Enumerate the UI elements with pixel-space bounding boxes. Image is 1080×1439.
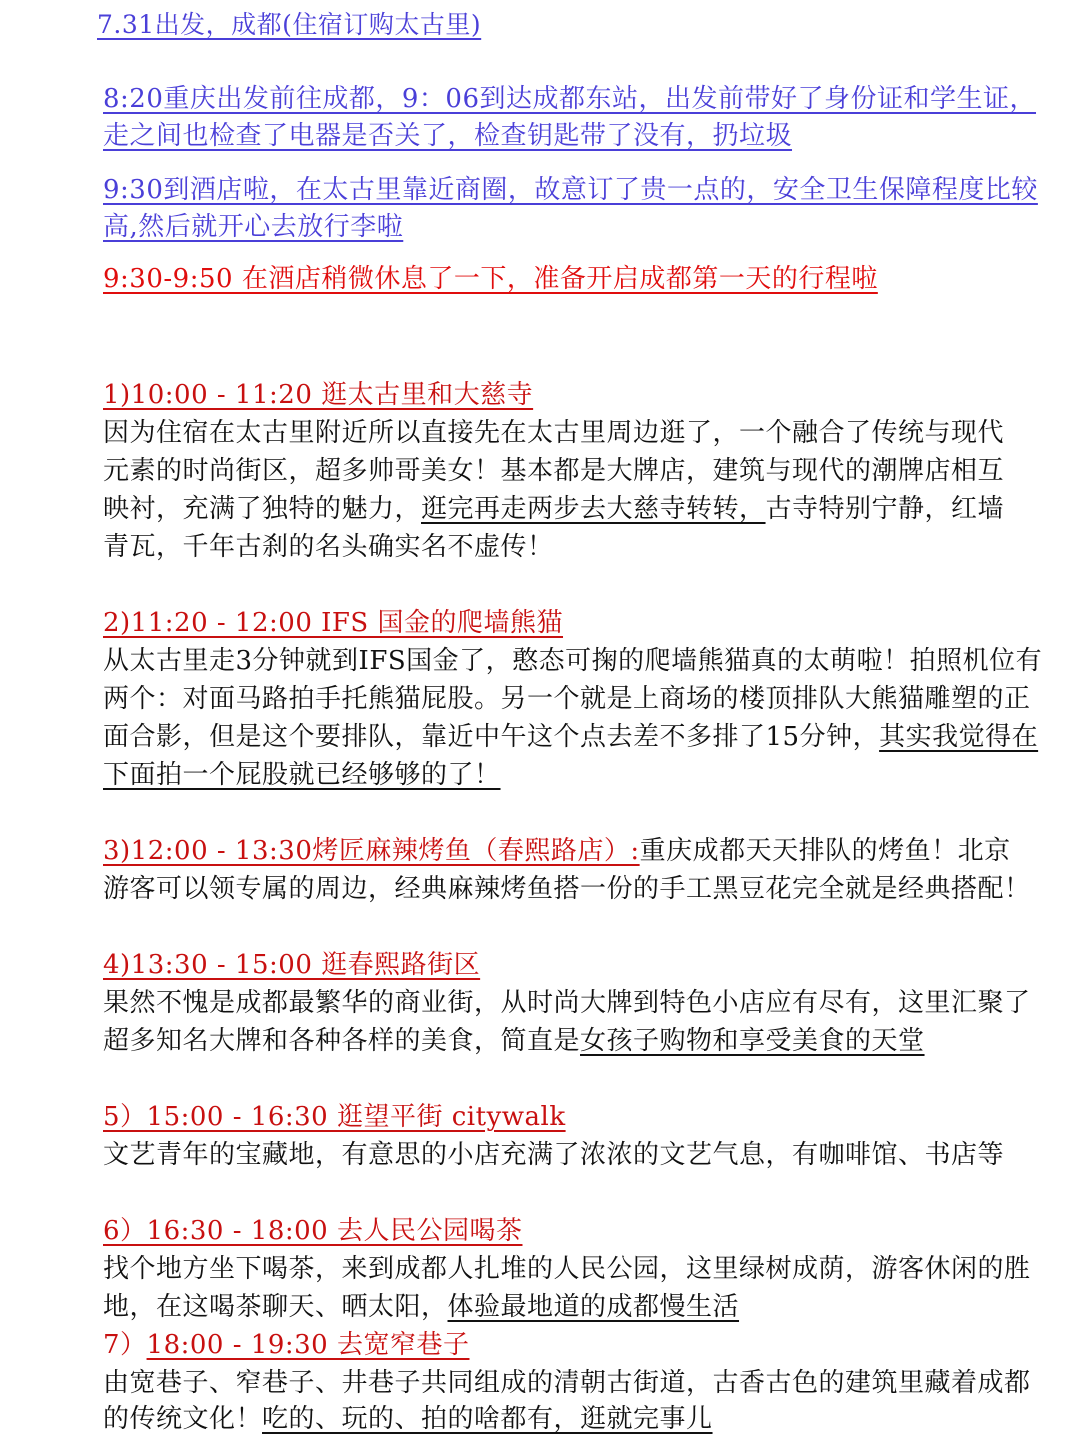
item-4-line-2-part-a: 超多知名大牌和各种各样的美食，简直是 [103, 1026, 581, 1056]
item-6-line-2-part-a: 地，在这喝茶聊天、晒太阳， [103, 1292, 448, 1322]
item-3-line-2: 游客可以领专属的周边，经典麻辣烤鱼搭一份的手工黑豆花完全就是经典搭配！ [103, 874, 1031, 904]
item-2-line-3-underlined: 其实我觉得在 [879, 722, 1039, 752]
item-1-heading: 1)10:00 - 11:20 逛太古里和大慈寺 [103, 380, 534, 410]
intro-paragraph-1-line-2: 走之间也检查了电器是否关了，检查钥匙带了没有，扔垃圾 [103, 121, 793, 151]
intro-paragraph-2-line-1: 9:30到酒店啦，在太古里靠近商圈，故意订了贵一点的，安全卫生保障程度比较 [103, 175, 1038, 205]
item-6-line-1: 找个地方坐下喝茶，来到成都人扎堆的人民公园，这里绿树成荫，游客休闲的胜 [103, 1254, 1031, 1284]
item-1-line-2: 元素的时尚街区，超多帅哥美女！基本都是大牌店，建筑与现代的潮牌店相互 [103, 456, 1005, 486]
item-1-line-3-part-c: 古寺特别宁静，红墙 [765, 494, 1005, 524]
item-6-line-2 [103, 1288, 739, 1326]
item-7-line-2 [103, 1400, 713, 1438]
item-2-line-3 [103, 718, 1038, 756]
item-1-line-3 [103, 490, 1004, 528]
item-7-line-2-part-a: 的传统文化！ [103, 1404, 263, 1434]
item-2-line-1: 从太古里走3分钟就到IFS国金了，憨态可掬的爬墙熊猫真的太萌啦！拍照机位有 [103, 646, 1043, 676]
item-2-heading: 2)11:20 - 12:00 IFS 国金的爬墙熊猫 [103, 608, 564, 638]
item-2-line-4: 下面拍一个屁股就已经够够的了！ [103, 760, 501, 790]
date-heading: 7.31出发，成都(住宿订购太古里) [97, 10, 482, 39]
item-7-number: 7） [103, 1330, 147, 1360]
item-1-line-1: 因为住宿在太古里附近所以直接先在太古里周边逛了，一个融合了传统与现代 [103, 418, 1005, 448]
item-5-heading: 5）15:00 - 16:30 逛望平街 citywalk [103, 1102, 566, 1132]
item-2-line-2: 两个：对面马路拍手托熊猫屁股。另一个就是上商场的楼顶排队大熊猫雕塑的正 [103, 684, 1031, 714]
item-7-heading-line [103, 1326, 469, 1364]
item-3-heading: 3)12:00 - 13:30烤匠麻辣烤鱼（春熙路店）: [103, 836, 640, 866]
item-3-line-1 [103, 832, 1011, 870]
item-4-heading: 4)13:30 - 15:00 逛春熙路街区 [103, 950, 481, 980]
item-7-line-1: 由宽巷子、窄巷子、井巷子共同组成的清朝古街道，古香古色的建筑里藏着成都 [103, 1368, 1031, 1398]
item-4-line-2-underlined: 女孩子购物和享受美食的天堂 [580, 1026, 925, 1056]
item-5-line-1: 文艺青年的宝藏地，有意思的小店充满了浓浓的文艺气息，有咖啡馆、书店等 [103, 1140, 1005, 1170]
item-4-line-1: 果然不愧是成都最繁华的商业街，从时尚大牌到特色小店应有尽有，这里汇聚了 [103, 988, 1031, 1018]
item-6-heading: 6）16:30 - 18:00 去人民公园喝茶 [103, 1216, 523, 1246]
item-7-heading: 18:00 - 19:30 去宽窄巷子 [146, 1330, 470, 1360]
item-6-line-2-underlined: 体验最地道的成都慢生活 [447, 1292, 740, 1322]
item-1-line-3-underlined: 逛完再走两步去大慈寺转转， [421, 494, 766, 524]
item-3-heading-tail: 重庆成都天天排队的烤鱼！北京 [639, 836, 1011, 866]
item-7-line-2-underlined: 吃的、玩的、拍的啥都有，逛就完事儿 [262, 1404, 713, 1434]
item-2-line-3-part-a: 面合影，但是这个要排队，靠近中午这个点去差不多排了15分钟， [103, 722, 880, 752]
item-1-line-4: 青瓦，千年古刹的名头确实名不虚传！ [103, 532, 554, 562]
item-4-line-2 [103, 1022, 925, 1060]
item-1-line-3-part-a: 映衬，充满了独特的魅力， [103, 494, 422, 524]
intro-paragraph-3: 9:30-9:50 在酒店稍微休息了一下，准备开启成都第一天的行程啦 [103, 264, 878, 294]
intro-paragraph-2-line-2: 高,然后就开心去放行李啦 [103, 212, 404, 242]
intro-paragraph-1-line-1: 8:20重庆出发前往成都，9：06到达成都东站，出发前带好了身份证和学生证， [103, 84, 1037, 114]
